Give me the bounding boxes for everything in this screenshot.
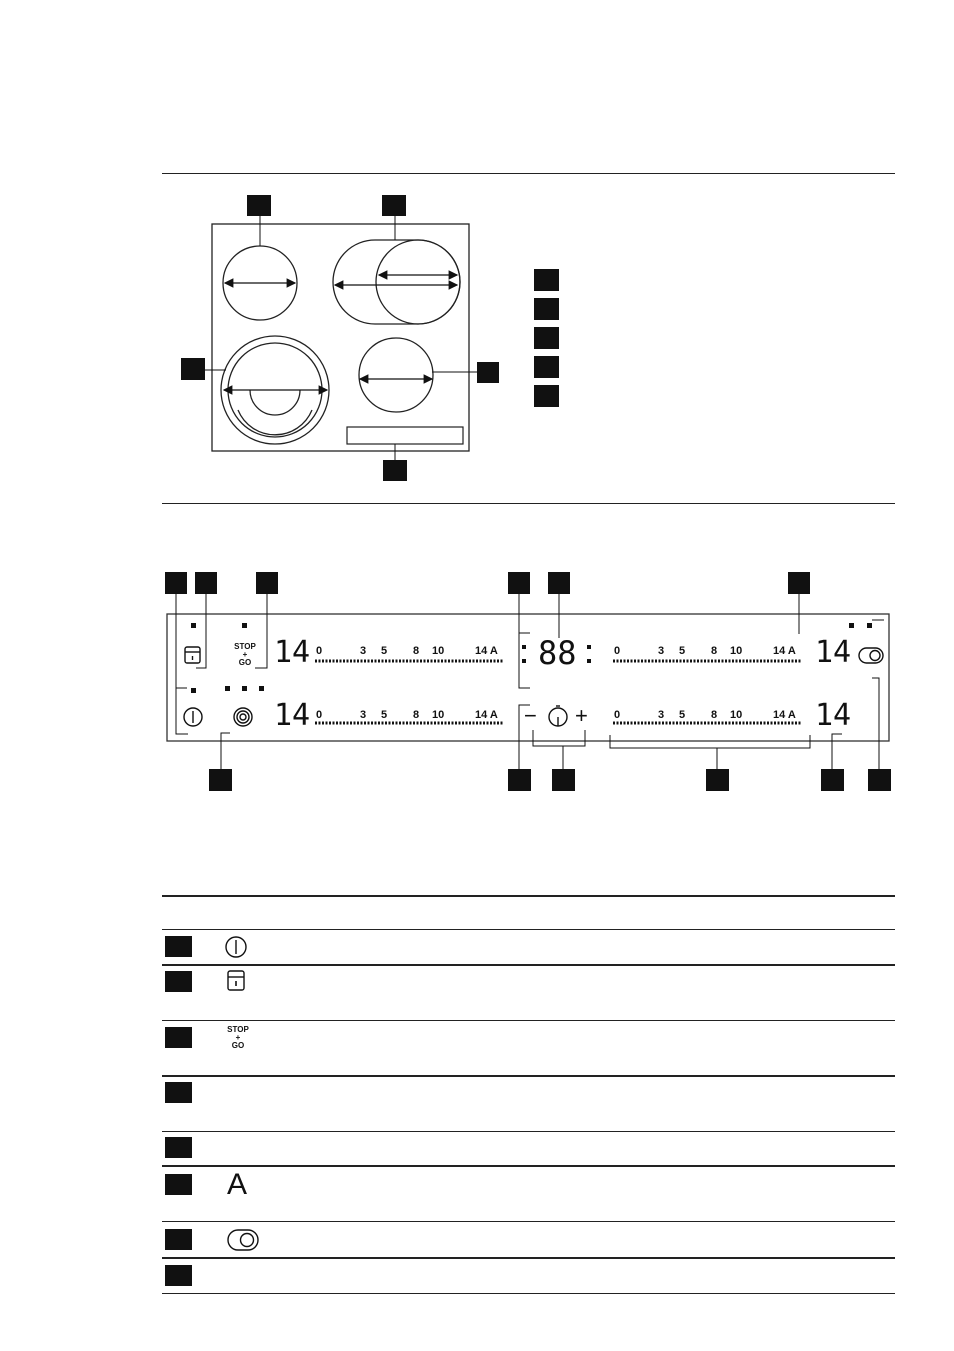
scale-label: 0 <box>614 645 621 657</box>
power-display-top-right: 14 <box>815 635 852 670</box>
scale-label: 3 <box>360 645 367 657</box>
stop-go-label: STOP + GO <box>234 642 256 667</box>
callout-box <box>209 769 232 791</box>
callout-box <box>868 769 891 791</box>
table-row <box>162 1167 895 1221</box>
legend-box-2 <box>534 298 559 320</box>
scale-label: 14 A <box>475 709 498 721</box>
table-row <box>162 1222 895 1257</box>
table-row <box>162 1259 895 1293</box>
scale-label: 3 <box>360 709 367 721</box>
row-number-box <box>165 1082 192 1103</box>
callout-box <box>821 769 844 791</box>
legend-box-1 <box>534 269 559 291</box>
scale-label: 0 <box>316 709 323 721</box>
cooking-zone-triple <box>205 336 329 444</box>
callout-box <box>195 572 217 594</box>
scale-label: 3 <box>658 709 665 721</box>
table-bottom-rule <box>162 1293 895 1294</box>
table-row <box>162 966 895 1020</box>
cooking-zone-front-left <box>223 216 297 320</box>
scale-label: 0 <box>316 645 323 657</box>
power-display-top-left: 14 <box>274 635 311 670</box>
legend-box-5 <box>534 385 559 407</box>
scale-label: 5 <box>381 709 388 721</box>
hob-control-panel-area <box>347 427 463 444</box>
callout-box <box>508 769 531 791</box>
callout-box <box>552 769 575 791</box>
row-number-box <box>165 1174 192 1195</box>
legend-box-3 <box>534 327 559 349</box>
scale-label: 0 <box>614 709 621 721</box>
scale-label: 8 <box>711 645 718 657</box>
row-number-box <box>165 971 192 992</box>
scale-labels-top-right <box>614 645 804 659</box>
scale-label: 10 <box>432 645 445 657</box>
lock-icon <box>224 968 248 994</box>
row-number-box <box>165 1229 192 1250</box>
cooking-zone-rear-right <box>359 338 477 412</box>
stop-go-icon: STOP + GO <box>227 1025 249 1050</box>
callout-box <box>788 572 810 594</box>
row-number-box <box>165 1137 192 1158</box>
timer-clock-icon <box>549 706 567 726</box>
table-top-rule <box>162 895 895 897</box>
scale-labels-top-left <box>316 645 506 659</box>
legend-box-4 <box>534 356 559 378</box>
bridge-icon <box>859 648 883 663</box>
power-icon <box>224 935 248 959</box>
bridge-icon <box>226 1227 260 1253</box>
callout-box <box>181 358 205 380</box>
scale-label: 3 <box>658 645 665 657</box>
scale-label: 14 A <box>475 645 498 657</box>
timer-display: 88 <box>538 634 577 672</box>
callout-box <box>382 195 406 216</box>
power-icon <box>184 708 202 726</box>
table-row <box>162 930 895 964</box>
scale-label: 5 <box>679 709 686 721</box>
table-row <box>162 1132 895 1165</box>
scale-labels-bottom-right <box>614 709 804 723</box>
power-display-bottom-left: 14 <box>274 698 311 733</box>
scale-label: 14 A <box>773 645 796 657</box>
scale-label: 10 <box>730 709 743 721</box>
scale-label: 8 <box>413 645 420 657</box>
callout-box <box>383 460 407 481</box>
scale-label: 5 <box>381 645 388 657</box>
callout-box <box>477 362 499 383</box>
cooking-zone-extended <box>333 216 460 324</box>
timer-minus-button[interactable]: − <box>524 703 537 728</box>
callout-box <box>247 195 271 216</box>
row-number-box <box>165 1027 192 1048</box>
table-row <box>162 1077 895 1131</box>
scale-label: 10 <box>730 645 743 657</box>
callout-box <box>165 572 187 594</box>
callout-box <box>706 769 729 791</box>
row-number-box <box>165 936 192 957</box>
callout-box <box>508 572 530 594</box>
scale-label: 8 <box>413 709 420 721</box>
power-display-bottom-right: 14 <box>815 698 852 733</box>
letter-a-icon: A <box>227 1168 248 1201</box>
triple-zone-icon <box>234 708 252 726</box>
scale-label: 5 <box>679 645 686 657</box>
callout-box <box>548 572 570 594</box>
scale-label: 8 <box>711 709 718 721</box>
lock-icon <box>185 647 200 663</box>
scale-label: 14 A <box>773 709 796 721</box>
scale-labels-bottom-left <box>316 709 506 723</box>
timer-plus-button[interactable]: + <box>575 703 588 728</box>
callout-box <box>256 572 278 594</box>
row-number-box <box>165 1265 192 1286</box>
scale-label: 10 <box>432 709 445 721</box>
table-row <box>162 1021 895 1075</box>
